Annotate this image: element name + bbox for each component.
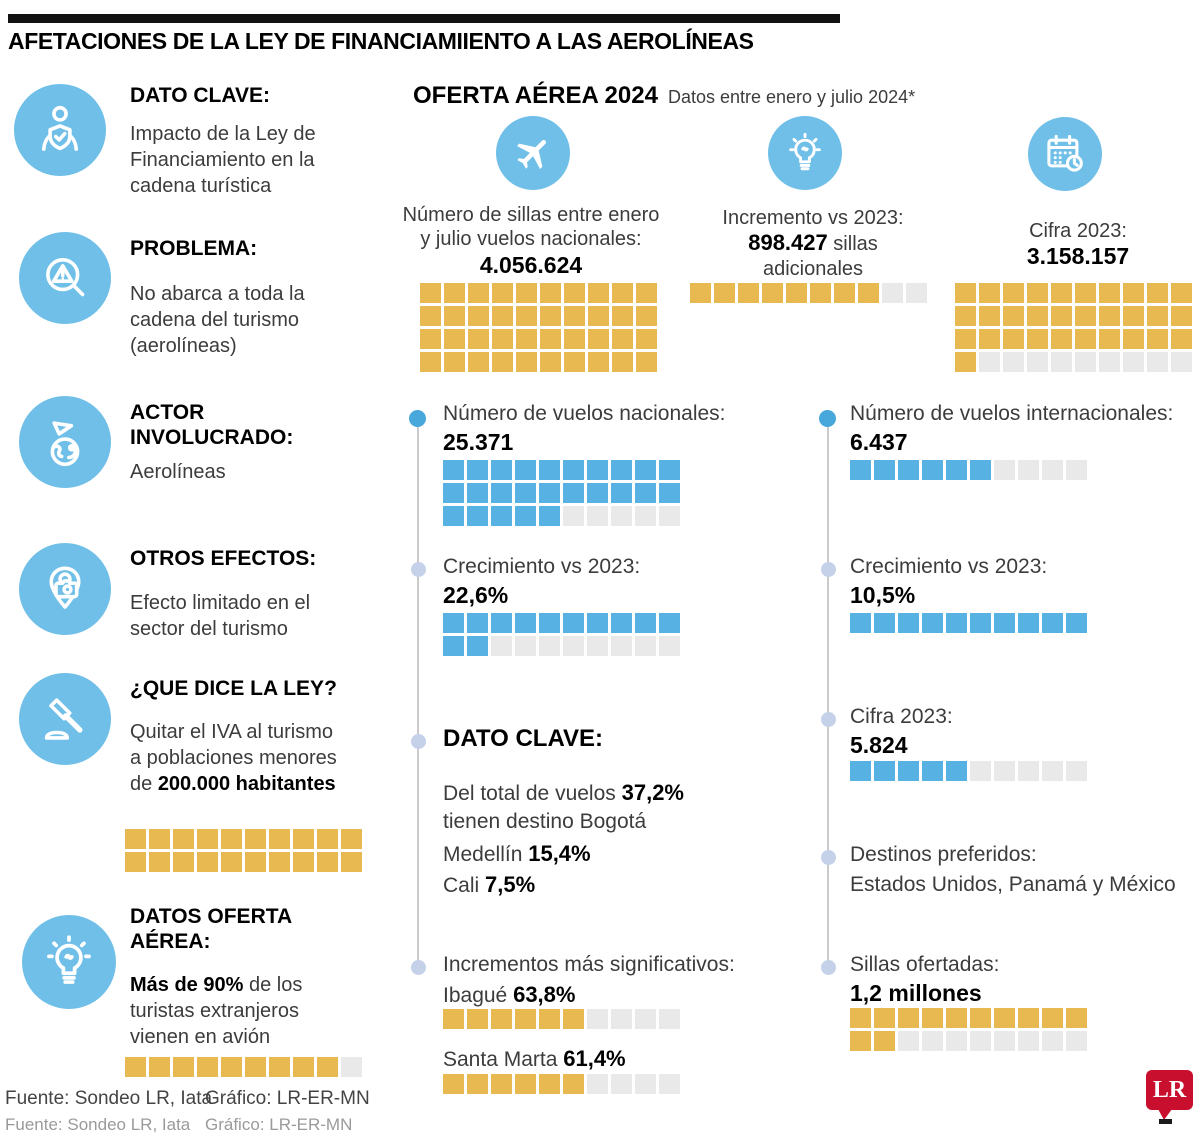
stat-value: 3.158.157 bbox=[1026, 243, 1130, 269]
section-heading-oferta bbox=[413, 82, 915, 110]
seats-value: 1,2 millones bbox=[850, 980, 982, 1006]
cropped-text-line: Fuente: Sondeo LR, Iata bbox=[5, 1115, 191, 1134]
timeline-bullet bbox=[411, 734, 426, 749]
stat-label: Cifra 2023: bbox=[1029, 220, 1127, 242]
waffle-incremento-sillas bbox=[690, 283, 927, 303]
pin-camera-icon bbox=[19, 543, 111, 635]
sidebar-heading: DATO CLAVE: bbox=[130, 84, 270, 107]
sidebar-heading: ACTOR INVOLUCRADO: bbox=[130, 401, 294, 449]
alert-magnifier-icon bbox=[19, 232, 111, 324]
calendar-clock-icon bbox=[1028, 117, 1102, 191]
lr-logo: LR bbox=[1146, 1070, 1193, 1110]
plane-globe-icon bbox=[19, 396, 111, 488]
waffle-vuelos-nacionales bbox=[443, 460, 680, 526]
gavel-icon bbox=[19, 673, 111, 765]
timeline-bullet bbox=[411, 562, 426, 577]
intl-growth-label: Crecimiento vs 2023: bbox=[850, 555, 1048, 578]
waffle-turistas-avion bbox=[125, 1057, 362, 1077]
intl-cifra-label: Cifra 2023: bbox=[850, 705, 953, 728]
waffle-vuelos-internacionales bbox=[850, 460, 1087, 480]
sidebar-heading: ¿QUE DICE LA LEY? bbox=[130, 677, 337, 700]
waffle-crecimiento-nacional bbox=[443, 613, 680, 656]
sidebar-body: Más de 90% de los turistas extranjeros vienen en avión bbox=[130, 974, 303, 1048]
page-title: AFETACIONES DE LA LEY DE FINANCIAMIIENTO A LAS AEROLÍNEAS bbox=[8, 28, 754, 54]
dato-clave-medellin: Medellín 15,4% bbox=[443, 841, 591, 866]
lightbulb-icon bbox=[768, 116, 842, 190]
dato-clave-heading: DATO CLAVE: bbox=[443, 725, 603, 752]
oferta-subtitle: Datos entre enero y julio 2024* bbox=[667, 87, 916, 107]
waffle-ibague bbox=[443, 1009, 680, 1029]
waffle-cifra-2023-vuelos bbox=[850, 761, 1087, 781]
timeline-line bbox=[827, 419, 829, 969]
seats-label: Sillas ofertadas: bbox=[850, 953, 1000, 976]
national-flights-value: 25.371 bbox=[443, 429, 514, 455]
stat-label: Número de sillas entre enero y julio vuelos nacionales: bbox=[402, 204, 660, 251]
sidebar-body: Efecto limitado en el sector del turismo bbox=[130, 592, 311, 640]
destinations-value: Estados Unidos, Panamá y México bbox=[850, 873, 1176, 896]
timeline-bullet bbox=[821, 960, 836, 975]
timeline-bullet bbox=[821, 850, 836, 865]
national-flights-label: Número de vuelos nacionales: bbox=[443, 402, 726, 425]
sidebar-body: Quitar el IVA al turismo a poblaciones menores de 200.000 habitantes bbox=[130, 721, 337, 795]
national-growth-label: Crecimiento vs 2023: bbox=[443, 555, 641, 578]
timeline-bullet bbox=[819, 410, 836, 427]
timeline-bullet bbox=[821, 712, 836, 727]
graphic-credit: Gráfico: LR-ER-MN bbox=[205, 1088, 370, 1109]
waffle-sillas-2024 bbox=[420, 283, 657, 372]
sidebar-heading: PROBLEMA: bbox=[130, 237, 258, 260]
increments-label: Incrementos más significativos: bbox=[443, 953, 735, 976]
intl-cifra-value: 5.824 bbox=[850, 732, 908, 758]
stat-label: Incremento vs 2023: 898.427 sillas adicionales bbox=[722, 207, 904, 281]
national-growth-value: 22,6% bbox=[443, 582, 509, 608]
timeline-bullet bbox=[821, 562, 836, 577]
timeline-line bbox=[417, 419, 419, 969]
waffle-cifra-2023-sillas bbox=[955, 283, 1192, 372]
person-shield-check-icon bbox=[14, 84, 106, 176]
intl-flights-label: Número de vuelos internacionales: bbox=[850, 402, 1174, 425]
timeline-bullet bbox=[411, 960, 426, 975]
waffle-iva-poblaciones bbox=[125, 829, 362, 872]
sidebar-heading: OTROS EFECTOS: bbox=[130, 547, 317, 570]
lightbulb-icon bbox=[22, 915, 116, 1009]
sidebar-body: Impacto de la Ley de Financiamiento en la cadena turística bbox=[130, 123, 316, 197]
waffle-santamarta bbox=[443, 1074, 680, 1094]
cropped-text-line: Gráfico: LR-ER-MN bbox=[205, 1115, 353, 1134]
timeline-bullet bbox=[409, 410, 426, 427]
increment-ibague: Ibagué 63,8% bbox=[443, 982, 576, 1007]
waffle-crecimiento-internacional bbox=[850, 613, 1087, 633]
title-bar-rule bbox=[8, 14, 840, 23]
sidebar-heading: DATOS OFERTA AÉREA: bbox=[130, 905, 292, 953]
plane-icon bbox=[496, 116, 570, 190]
intl-flights-value: 6.437 bbox=[850, 429, 908, 455]
dato-clave-bogota: Del total de vuelos 37,2% tienen destino Bogotá bbox=[443, 780, 684, 833]
dato-clave-cali: Cali 7,5% bbox=[443, 872, 536, 897]
cropped-logo-text bbox=[1159, 1119, 1172, 1124]
intl-growth-value: 10,5% bbox=[850, 582, 916, 608]
sidebar-body: Aerolíneas bbox=[130, 461, 226, 483]
stat-value: 4.056.624 bbox=[479, 252, 583, 278]
oferta-title: OFERTA AÉREA 2024 bbox=[413, 82, 658, 109]
increment-santamarta: Santa Marta 61,4% bbox=[443, 1046, 626, 1071]
sidebar-body: No abarca a toda la cadena del turismo (aerolíneas) bbox=[130, 283, 305, 357]
source-credit: Fuente: Sondeo LR, Iata bbox=[5, 1088, 213, 1109]
destinations-label: Destinos preferidos: bbox=[850, 843, 1037, 866]
waffle-sillas-ofertadas bbox=[850, 1008, 1087, 1051]
